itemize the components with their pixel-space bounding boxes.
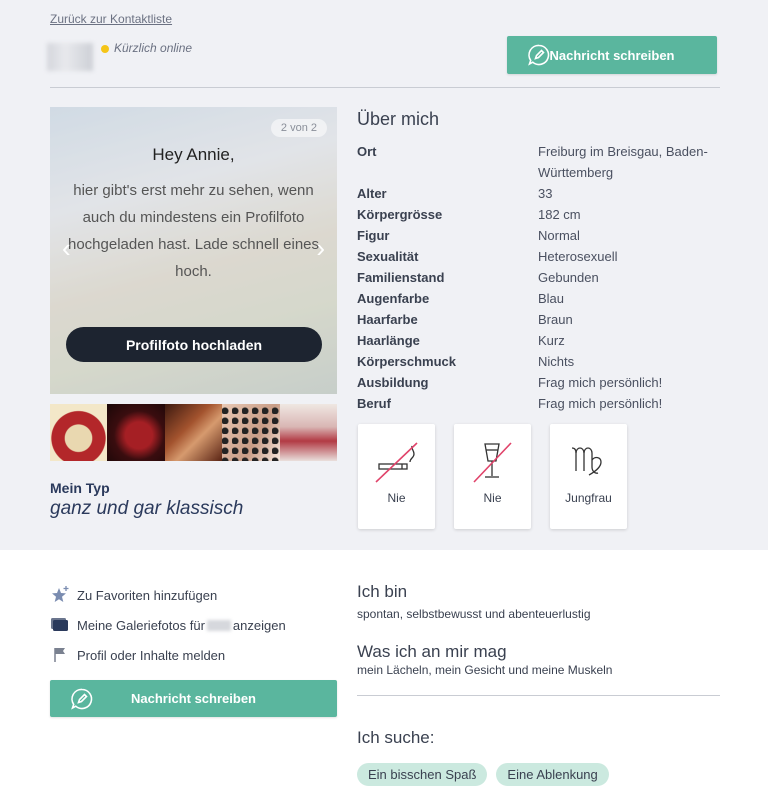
- write-message-label: Nachricht schreiben: [549, 47, 675, 63]
- smoking-card-label: Nie: [387, 491, 406, 505]
- attribute-key: Ausbildung: [357, 375, 429, 390]
- attribute-row: [357, 309, 727, 330]
- write-message-label: Nachricht schreiben: [131, 691, 256, 706]
- blurred-username: [47, 43, 93, 71]
- no-drinking-icon: [470, 440, 515, 485]
- virgo-icon: [566, 440, 611, 485]
- attribute-value: Braun: [538, 312, 573, 327]
- zodiac-card-label: Jungfrau: [565, 491, 612, 505]
- gallery-thumbnails: [50, 404, 337, 461]
- attribute-key: Beruf: [357, 396, 391, 411]
- gallery-thumbnail[interactable]: [165, 404, 222, 461]
- attribute-row: [357, 246, 727, 267]
- looking-for-tag: Ein bisschen Spaß: [357, 763, 487, 786]
- star-plus-icon: [50, 585, 70, 605]
- looking-for-tags: [357, 763, 609, 786]
- my-type-value: ganz und gar klassisch: [50, 498, 244, 519]
- show-gallery-label-end: anzeigen: [232, 617, 286, 633]
- attribute-key: Körperschmuck: [357, 354, 456, 369]
- attribute-key: Augenfarbe: [357, 291, 430, 306]
- attribute-value: Normal: [538, 228, 580, 243]
- i-am-text: spontan, selbstbewusst und abenteuerlustig: [357, 607, 591, 621]
- write-message-button-bottom[interactable]: [50, 680, 337, 717]
- back-to-contacts-link[interactable]: Zurück zur Kontaktliste: [50, 12, 173, 26]
- lifestyle-cards: [358, 424, 627, 529]
- add-to-favorites-label: Zu Favoriten hinzufügen: [77, 587, 218, 603]
- attribute-value: 182 cm: [538, 207, 581, 222]
- photo-counter: 2 von 2: [271, 119, 327, 137]
- add-to-favorites-action[interactable]: [50, 580, 286, 610]
- attribute-row: [357, 183, 727, 204]
- attribute-row: [357, 141, 727, 183]
- attribute-value: Frag mich persönlich!: [538, 375, 663, 390]
- looking-for-tag: Eine Ablenkung: [496, 763, 608, 786]
- gallery-thumbnail[interactable]: [107, 404, 164, 461]
- what-i-like-title: Was ich an mir mag: [357, 642, 507, 661]
- gallery-thumbnail[interactable]: [280, 404, 337, 461]
- attribute-key: Familienstand: [357, 270, 445, 285]
- upload-profile-photo-button[interactable]: Profilfoto hochladen: [66, 327, 322, 362]
- attribute-value: Blau: [538, 291, 565, 306]
- divider: [50, 87, 720, 88]
- attribute-row: [357, 393, 727, 414]
- attribute-value: Heterosexuell: [538, 249, 618, 264]
- attribute-key: Figur: [357, 228, 390, 243]
- attribute-row: [357, 267, 727, 288]
- attribute-value: Nichts: [538, 354, 575, 369]
- attribute-value: Freiburg im Breisgau, Baden-Württemberg: [538, 144, 708, 180]
- looking-for-title: Ich suche:: [357, 728, 435, 747]
- drinking-card: [454, 424, 531, 529]
- no-smoking-icon: [374, 440, 419, 485]
- profile-actions: [50, 580, 286, 670]
- attribute-key: Sexualität: [357, 249, 419, 264]
- attribute-value: Frag mich persönlich!: [538, 396, 663, 411]
- attribute-row: [357, 225, 727, 246]
- attribute-key: Haarfarbe: [357, 312, 418, 327]
- chevron-left-icon[interactable]: ‹: [62, 233, 71, 263]
- attribute-row: [357, 204, 727, 225]
- gallery-thumbnail[interactable]: [50, 404, 107, 461]
- attribute-row: [357, 351, 727, 372]
- i-am-title: Ich bin: [357, 582, 408, 601]
- message-bubble-icon: [527, 43, 551, 67]
- report-profile-action[interactable]: [50, 640, 286, 670]
- flag-icon: [50, 645, 70, 665]
- blurred-username: [207, 620, 231, 631]
- attribute-value: Gebunden: [538, 270, 599, 285]
- attribute-row: [357, 288, 727, 309]
- write-message-button-top[interactable]: [507, 36, 717, 74]
- divider: [357, 695, 720, 696]
- profile-photo-slider[interactable]: [50, 107, 337, 394]
- show-gallery-label-start: Meine Galeriefotos für: [77, 617, 205, 633]
- attribute-key: Ort: [357, 144, 377, 159]
- photo-overlay-title: Hey Annie,: [152, 145, 235, 164]
- attribute-key: Körpergrösse: [357, 207, 443, 222]
- attribute-key: Alter: [357, 186, 387, 201]
- report-profile-label: Profil oder Inhalte melden: [77, 647, 226, 663]
- show-gallery-photos-action[interactable]: [50, 610, 286, 640]
- zodiac-card: [550, 424, 627, 529]
- attribute-key: Haarlänge: [357, 333, 420, 348]
- photos-icon: [50, 615, 70, 635]
- attribute-value: 33: [538, 186, 553, 201]
- drinking-card-label: Nie: [483, 491, 502, 505]
- attribute-value: Kurz: [538, 333, 565, 348]
- online-status-dot: [101, 45, 109, 53]
- about-me-title: Über mich: [357, 109, 440, 129]
- chevron-right-icon[interactable]: ›: [316, 233, 325, 263]
- my-type-label: Mein Typ: [50, 480, 110, 496]
- what-i-like-text: mein Lächeln, mein Gesicht und meine Muskeln: [357, 663, 613, 677]
- online-status-text: Kürzlich online: [114, 41, 193, 55]
- smoking-card: [358, 424, 435, 529]
- profile-attributes: [357, 141, 727, 414]
- message-bubble-icon: [70, 687, 94, 711]
- photo-overlay-text: hier gibt's erst mehr zu sehen, wenn auch du mindestens ein Profilfoto hochgeladen hast. Lade schnell eines hoch.: [67, 182, 320, 280]
- gallery-thumbnail[interactable]: [222, 404, 279, 461]
- attribute-row: [357, 372, 727, 393]
- attribute-row: [357, 330, 727, 351]
